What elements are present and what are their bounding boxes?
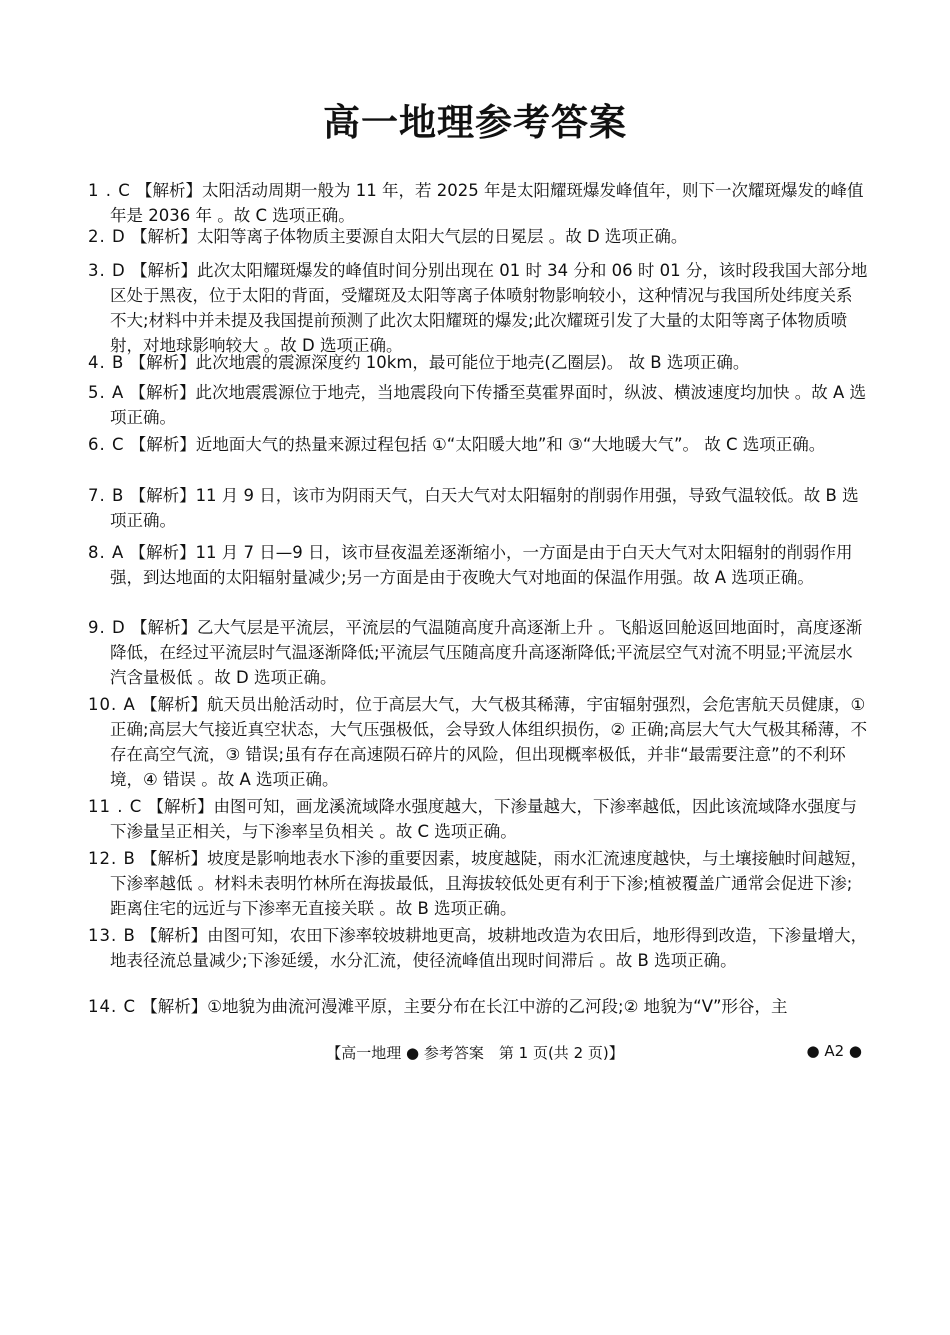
answer-item bbox=[88, 615, 868, 690]
page-title: 高一地理参考答案 bbox=[323, 101, 627, 144]
answer-item bbox=[88, 794, 868, 844]
answer-item bbox=[88, 483, 868, 533]
answer-number: 6. C bbox=[88, 435, 125, 454]
answer-item bbox=[88, 350, 868, 375]
answer-number: 1 . C bbox=[88, 181, 131, 200]
footer-version: ● A2 ● bbox=[806, 1042, 862, 1060]
answer-number: 14. C bbox=[88, 997, 137, 1016]
answer-item bbox=[88, 692, 868, 792]
answer-number: 7. B bbox=[88, 486, 125, 505]
answer-text: 【解析】乙大气层是平流层，平流层的气温随高度升高逐渐上升 。飞船返回舱返回地面时，高度逐渐降低，在经过平流层时气温逐渐降低;平流层气压随高度升高逐渐降低;平流层空气对流不明显;平流层水汽含量极低 。故 D 选项正确。 bbox=[110, 618, 863, 687]
answer-text: 【解析】近地面大气的热量来源过程包括 ①“太阳暖大地”和 ③“大地暖大气”。 故 C 选项正确。 bbox=[129, 435, 826, 454]
answer-number: 10. A bbox=[88, 695, 136, 714]
footer-page-info: 【高一地理 ● 参考答案 第 1 页(共 2 页)】 bbox=[326, 1044, 624, 1062]
answer-text: 【解析】11 月 9 日，该市为阴雨天气，白天大气对太阳辐射的削弱作用强，导致气温较低。故 B 选项正确。 bbox=[110, 486, 859, 530]
answer-item bbox=[88, 178, 868, 228]
answer-text: 【解析】太阳活动周期一般为 11 年，若 2025 年是太阳耀斑爆发峰值年，则下一次耀斑爆发的峰值年是 2036 年 。故 C 选项正确。 bbox=[110, 181, 864, 225]
answer-number: 9. D bbox=[88, 618, 126, 637]
answer-text: 【解析】航天员出舱活动时，位于高层大气，大气极其稀薄，宇宙辐射强烈，会危害航天员健康，① 正确;高层大气接近真空状态，大气压强极低，会导致人体组织损伤，② 正确;高层大气大气极其稀薄，不存在高空气流，③ 错误;虽有存在高速陨石碎片的风险，但出现概率极低，并非“最需要注意”的不利环境，④ 错误 。故 A 选项正确。 bbox=[110, 695, 868, 789]
answer-text: 【解析】此次太阳耀斑爆发的峰值时间分别出现在 01 时 34 分和 06 时 01 分，该时段我国大部分地区处于黑夜，位于太阳的背面，受耀斑及太阳等离子体喷射物影响较小，这种情况与我国所处纬度关系不大;材料中并未提及我国提前预测了此次太阳耀斑的爆发;此次耀斑引发了大量的太阳等离子体物质喷射，对地球影响较大 。故 D 选项正确。 bbox=[110, 261, 868, 355]
answer-item bbox=[88, 540, 868, 590]
answer-item bbox=[88, 432, 868, 457]
answer-number: 13. B bbox=[88, 926, 136, 945]
answer-number: 11 . C bbox=[88, 797, 143, 816]
answer-item bbox=[88, 923, 868, 973]
answer-text: 【解析】①地貌为曲流河漫滩平原，主要分布在长江中游的乙河段;② 地貌为“V”形谷，主 bbox=[141, 997, 788, 1016]
answer-text: 【解析】11 月 7 日—9 日，该市昼夜温差逐渐缩小，一方面是由于白天大气对太阳辐射的削弱作用强，到达地面的太阳辐射量减少;另一方面是由于夜晚大气对地面的保温作用强。故 A 选项正确。 bbox=[110, 543, 853, 587]
answer-item bbox=[88, 994, 868, 1019]
answer-text: 【解析】太阳等离子体物质主要源自太阳大气层的日冕层 。故 D 选项正确。 bbox=[130, 227, 688, 246]
answer-item bbox=[88, 258, 868, 358]
answer-text: 【解析】坡度是影响地表水下渗的重要因素，坡度越陡，雨水汇流速度越快，与土壤接触时间越短，下渗率越低 。材料未表明竹林所在海拔最低，且海拔较低处更有利于下渗;植被覆盖广通常会促进下渗;距离住宅的远近与下渗率无直接关联 。故 B 选项正确。 bbox=[110, 849, 868, 918]
answer-number: 5. A bbox=[88, 383, 125, 402]
answer-text: 【解析】由图可知，农田下渗率较坡耕地更高，坡耕地改造为农田后，地形得到改造，下渗量增大，地表径流总量减少;下渗延缓，水分汇流，使径流峰值出现时间滞后 。故 B 选项正确。 bbox=[110, 926, 868, 970]
answer-text: 【解析】由图可知，画龙溪流域降水强度越大，下渗量越大，下渗率越低，因此该流域降水强度与下渗量呈正相关，与下渗率呈负相关 。故 C 选项正确。 bbox=[110, 797, 858, 841]
answer-text: 【解析】此次地震的震源深度约 10km，最可能位于地壳(乙圈层)。 故 B 选项正确。 bbox=[129, 353, 750, 372]
answer-number: 3. D bbox=[88, 261, 126, 280]
answer-text: 【解析】此次地震震源位于地壳，当地震段向下传播至莫霍界面时，纵波、横波速度均加快 。故 A 选项正确。 bbox=[110, 383, 867, 427]
answer-item bbox=[88, 846, 868, 921]
answer-number: 2. D bbox=[88, 227, 126, 246]
answer-item bbox=[88, 224, 868, 249]
answer-item bbox=[88, 380, 868, 430]
answer-number: 8. A bbox=[88, 543, 125, 562]
answer-number: 4. B bbox=[88, 353, 125, 372]
answer-number: 12. B bbox=[88, 849, 136, 868]
